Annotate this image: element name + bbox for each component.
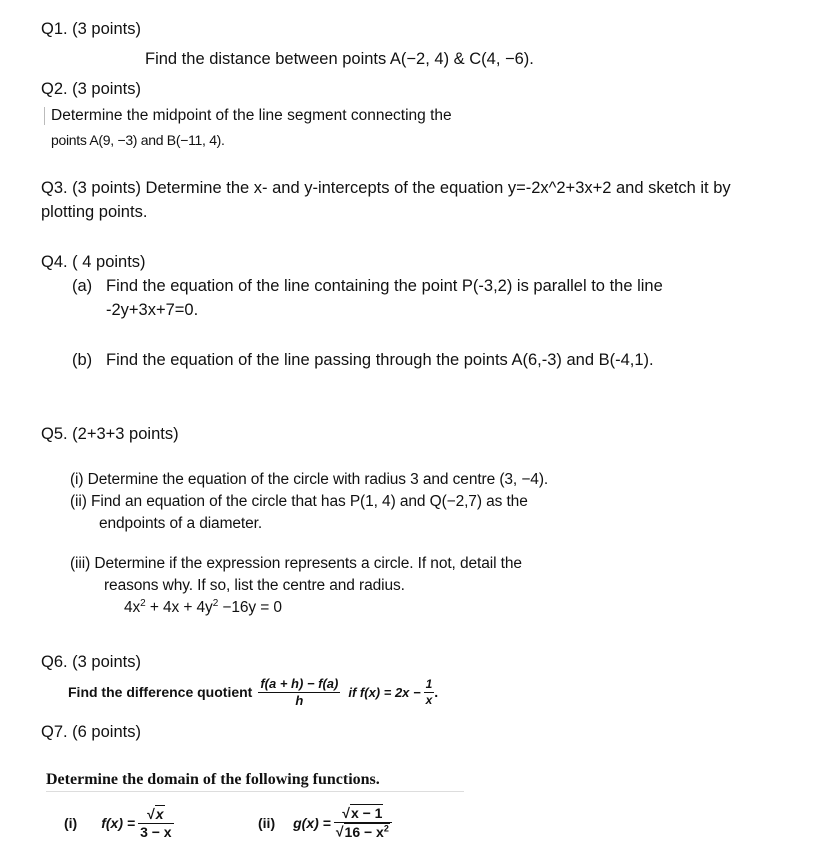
q4-a-label: (a) <box>72 277 93 295</box>
q2-line2: points A(9, −3) and B(−11, 4). <box>51 132 225 148</box>
q7-ii-label: (ii) <box>258 815 276 831</box>
q4-b-label: (b) <box>72 351 93 369</box>
q4-a-line2: -2y+3x+7=0. <box>106 301 199 319</box>
q7-function-ii <box>258 800 392 846</box>
q6-period: . <box>434 684 439 700</box>
q5-ii-line2: endpoints of a diameter. <box>99 515 263 532</box>
q6-reciprocal-numerator: 1 <box>425 676 433 691</box>
q4-a-line1: Find the equation of the line containing the point P(-3,2) is parallel to the line <box>106 277 663 295</box>
q6-lead: Find the difference quotient <box>68 684 253 700</box>
q7-ii-radical-top: √ <box>342 805 350 822</box>
q7-ii-numerator <box>334 806 392 823</box>
q5-header: Q5. (2+3+3 points) <box>41 425 179 443</box>
q6-main-fraction <box>258 677 340 707</box>
q3-line2: plotting points. <box>41 203 148 221</box>
q6-header: Q6. (3 points) <box>41 653 141 671</box>
q6-reciprocal-denominator: x <box>425 692 433 707</box>
q6-fraction-denominator: h <box>295 692 304 708</box>
q7-ii-radicand-bottom: $16 - x^2$ <box>344 823 389 840</box>
q7-i-numerator <box>138 807 174 824</box>
q5-iii-line2: reasons why. If so, list the centre and radius. <box>104 577 405 594</box>
q7-instruction: Determine the domain of the following functions. <box>46 771 380 788</box>
q5-iii-equation: $4x^2 + 4x + 4y^2 -16y = 0$ <box>124 598 282 617</box>
q7-i-radical: √ <box>147 805 155 822</box>
q2-header: Q2. (3 points) <box>41 80 141 98</box>
q6-reciprocal-fraction <box>424 678 435 706</box>
q7-ii-lhs: g(x) = <box>293 815 331 831</box>
q7-ii-radical-bottom: √ <box>335 823 344 840</box>
q4-b-line1: Find the equation of the line passing through the points A(6,-3) and B(-4,1). <box>106 351 654 369</box>
q5-iii-line1: (iii) Determine if the expression represents a circle. If not, detail the <box>70 555 522 572</box>
q7-header: Q7. (6 points) <box>41 723 141 741</box>
q6-difference-quotient <box>68 672 438 712</box>
q2-margin-rule <box>44 107 45 125</box>
q6-fraction-numerator: f(a + h) − f(a) <box>260 675 339 691</box>
q7-i-denominator: 3 − x <box>140 823 172 840</box>
q7-i-fraction <box>138 807 174 839</box>
q6-function-condition: if f(x) = 2x − <box>348 684 421 700</box>
q1-header: Q1. (3 points) <box>41 20 141 38</box>
q2-line1: Determine the midpoint of the line segment connecting the <box>51 107 452 124</box>
q7-i-lhs: f(x) = <box>101 815 136 831</box>
q5-ii-line1: (ii) Find an equation of the circle that has P(1, 4) and Q(−2,7) as the <box>70 493 528 510</box>
q5-i-text: (i) Determine the equation of the circle with radius 3 and centre (3, −4). <box>70 471 549 488</box>
q7-function-i <box>64 800 174 846</box>
q7-i-radicand: x <box>155 805 164 822</box>
q7-ii-fraction <box>334 806 392 839</box>
q3-line1: Q3. (3 points) Determine the x- and y-intercepts of the equation y=-2x^2+3x+2 and sketch it by <box>41 179 731 197</box>
q4-header: Q4. ( 4 points) <box>41 253 146 271</box>
q7-underline-rule <box>46 791 464 792</box>
q7-ii-radicand-top: x − 1 <box>350 805 383 822</box>
q7-ii-denominator <box>334 823 392 839</box>
q7-i-label: (i) <box>64 815 78 831</box>
q1-text: Find the distance between points A(−2, 4) & C(4, −6). <box>145 50 534 68</box>
